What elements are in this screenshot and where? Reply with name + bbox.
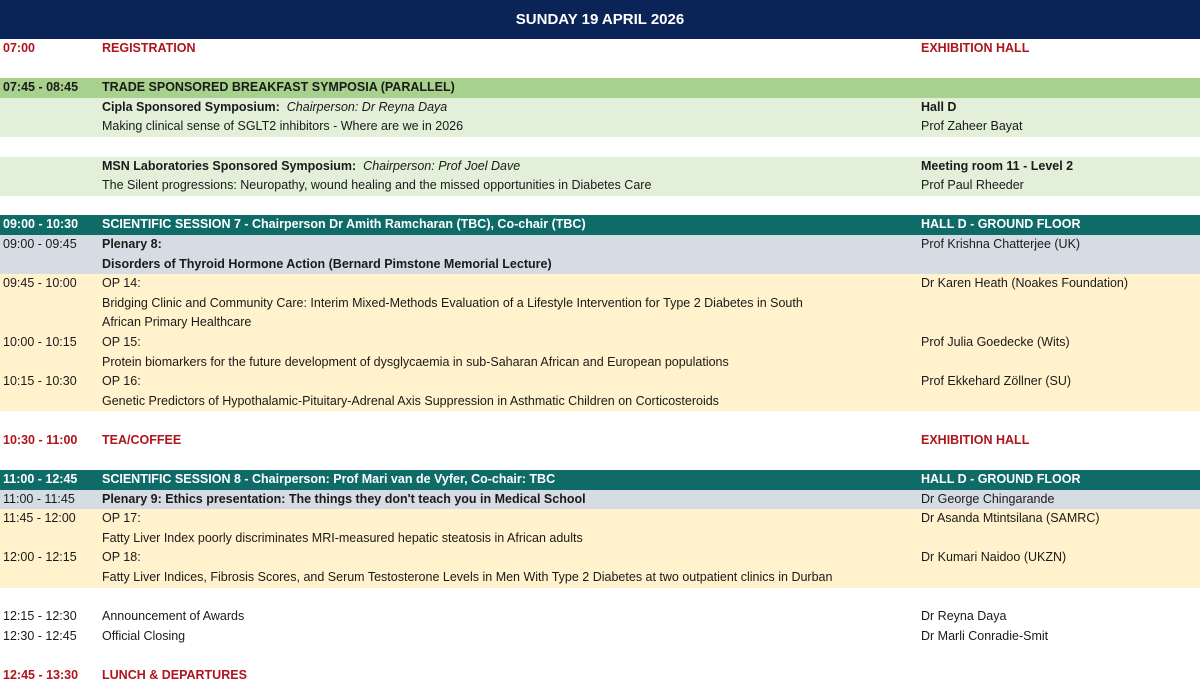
closing-speaker: Dr Marli Conradie-Smit [921, 628, 1049, 643]
plenary-9-label: Plenary 9: Ethics presentation: The things they don't teach you in Medical School [102, 491, 586, 506]
op-18-title-row [0, 568, 1200, 588]
op-15-speaker: Prof Julia Goedecke (Wits) [921, 334, 1070, 349]
op-14-title-line-1: Bridging Clinic and Community Care: Interim Mixed-Methods Evaluation of a Lifestyle Intervention for Type 2 Diabetes in South [102, 295, 803, 310]
plenary-9-time: 11:00 - 11:45 [3, 491, 75, 506]
op-17-title: Fatty Liver Index poorly discriminates MRI-measured hepatic steatosis in African adults [102, 530, 583, 545]
plenary-8-time: 09:00 - 09:45 [3, 236, 77, 251]
session-8-title: SCIENTIFIC SESSION 8 - Chairperson: Prof Mari van de Vyfer, Co-chair: TBC [102, 472, 556, 487]
symposium-1-heading [102, 98, 447, 118]
op-15-label: OP 15: [102, 334, 141, 349]
registration-row [0, 39, 1200, 59]
spacer [0, 137, 1200, 157]
tea-row [0, 431, 1200, 451]
symposium-1-venue: Hall D [921, 99, 957, 114]
symposium-1-talk: Making clinical sense of SGLT2 inhibitors - Where are we in 2026 [102, 119, 464, 134]
op-14-speaker: Dr Karen Heath (Noakes Foundation) [921, 276, 1129, 291]
symposium-2-name: MSN Laboratories Sponsored Symposium: [102, 158, 357, 173]
awards-speaker: Dr Reyna Daya [921, 609, 1007, 624]
op-18-speaker: Dr Kumari Naidoo (UKZN) [921, 550, 1067, 565]
plenary-9-row [0, 490, 1200, 510]
op-15-title: Protein biomarkers for the future development of dysglycaemia in sub-Saharan African and European populations [102, 354, 729, 369]
page-title: SUNDAY 19 APRIL 2026 [0, 0, 1200, 39]
plenary-8-label: Plenary 8: [102, 236, 162, 251]
symposium-2-heading [102, 157, 520, 177]
op-16-speaker: Prof Ekkehard Zöllner (SU) [921, 374, 1072, 389]
op-14-row [0, 274, 1200, 294]
symposium-2-talk-row [0, 176, 1200, 196]
closing-title: Official Closing [102, 628, 186, 643]
op-15-time: 10:00 - 10:15 [3, 334, 77, 349]
plenary-8-row [0, 235, 1200, 255]
spacer [0, 196, 1200, 216]
symposium-1-chair: Chairperson: Dr Reyna Daya [286, 99, 448, 114]
spacer [0, 411, 1200, 431]
op-14-time: 09:45 - 10:00 [3, 276, 77, 291]
registration-title: REGISTRATION [102, 41, 196, 55]
tea-venue: EXHIBITION HALL [921, 432, 1030, 447]
registration-venue: EXHIBITION HALL [921, 41, 1030, 55]
symposium-2-chair: Chairperson: Prof Joel Dave [363, 158, 521, 173]
awards-time: 12:15 - 12:30 [3, 609, 77, 624]
symposium-2-row [0, 157, 1200, 177]
op-16-label: OP 16: [102, 374, 141, 389]
op-18-label: OP 18: [102, 550, 141, 565]
op-17-time: 11:45 - 12:00 [3, 511, 76, 526]
tea-time: 10:30 - 11:00 [3, 432, 78, 447]
op-17-speaker: Dr Asanda Mtintsilana (SAMRC) [921, 511, 1100, 526]
op-18-title: Fatty Liver Indices, Fibrosis Scores, and Serum Testosterone Levels in Men With Type 2 Diabetes at two outpatient clinics in Durban [102, 570, 833, 585]
awards-row [0, 607, 1200, 627]
op-15-row [0, 333, 1200, 353]
op-17-title-row [0, 529, 1200, 549]
session-8-header-row [0, 470, 1200, 490]
tea-title: TEA/COFFEE [102, 432, 182, 447]
symposium-1-row [0, 98, 1200, 118]
plenary-9-speaker: Dr George Chingarande [921, 491, 1055, 506]
op-14-label: OP 14: [102, 276, 141, 291]
closing-row [0, 627, 1200, 647]
closing-time: 12:30 - 12:45 [3, 628, 77, 643]
op-18-time: 12:00 - 12:15 [3, 550, 77, 565]
symposium-2-talk: The Silent progressions: Neuropathy, wound healing and the missed opportunities in Diabetes Care [102, 178, 652, 193]
op-17-label: OP 17: [102, 511, 141, 526]
breakfast-title: TRADE SPONSORED BREAKFAST SYMPOSIA (PARALLEL) [102, 80, 455, 95]
op-15-title-row [0, 353, 1200, 373]
session-8-venue: HALL D - GROUND FLOOR [921, 472, 1081, 487]
op-14-title-row-2 [0, 313, 1200, 333]
plenary-8-title-row [0, 255, 1200, 275]
op-16-title-row [0, 392, 1200, 412]
session-7-header-row [0, 215, 1200, 235]
session-8-time: 11:00 - 12:45 [3, 472, 78, 487]
session-7-time: 09:00 - 10:30 [3, 217, 79, 232]
op-16-title: Genetic Predictors of Hypothalamic-Pituitary-Adrenal Axis Suppression in Asthmatic Children on Corticosteroids [102, 393, 719, 408]
registration-time: 07:00 [3, 41, 35, 55]
breakfast-header-row [0, 78, 1200, 98]
plenary-8-speaker: Prof Krishna Chatterjee (UK) [921, 236, 1081, 251]
op-18-row [0, 548, 1200, 568]
lunch-time: 12:45 - 13:30 [3, 668, 79, 682]
lunch-title: LUNCH & DEPARTURES [102, 668, 247, 682]
spacer [0, 646, 1200, 666]
spacer [0, 588, 1200, 608]
spacer [0, 450, 1200, 470]
plenary-8-title: Disorders of Thyroid Hormone Action (Bernard Pimstone Memorial Lecture) [102, 256, 552, 271]
session-7-venue: HALL D - GROUND FLOOR [921, 217, 1081, 232]
op-14-title-line-2: African Primary Healthcare [102, 315, 252, 330]
op-17-row [0, 509, 1200, 529]
symposium-1-speaker: Prof Zaheer Bayat [921, 119, 1023, 134]
spacer [0, 59, 1200, 79]
symposium-1-talk-row [0, 117, 1200, 137]
awards-title: Announcement of Awards [102, 609, 245, 624]
op-16-time: 10:15 - 10:30 [3, 374, 77, 389]
op-14-title-row [0, 294, 1200, 314]
symposium-2-speaker: Prof Paul Rheeder [921, 178, 1024, 193]
op-16-row [0, 372, 1200, 392]
session-7-title: SCIENTIFIC SESSION 7 - Chairperson Dr Amith Ramcharan (TBC), Co-chair (TBC) [102, 217, 586, 232]
symposium-2-venue: Meeting room 11 - Level 2 [921, 158, 1074, 173]
symposium-1-name: Cipla Sponsored Symposium: [102, 99, 280, 114]
breakfast-time: 07:45 - 08:45 [3, 80, 79, 95]
